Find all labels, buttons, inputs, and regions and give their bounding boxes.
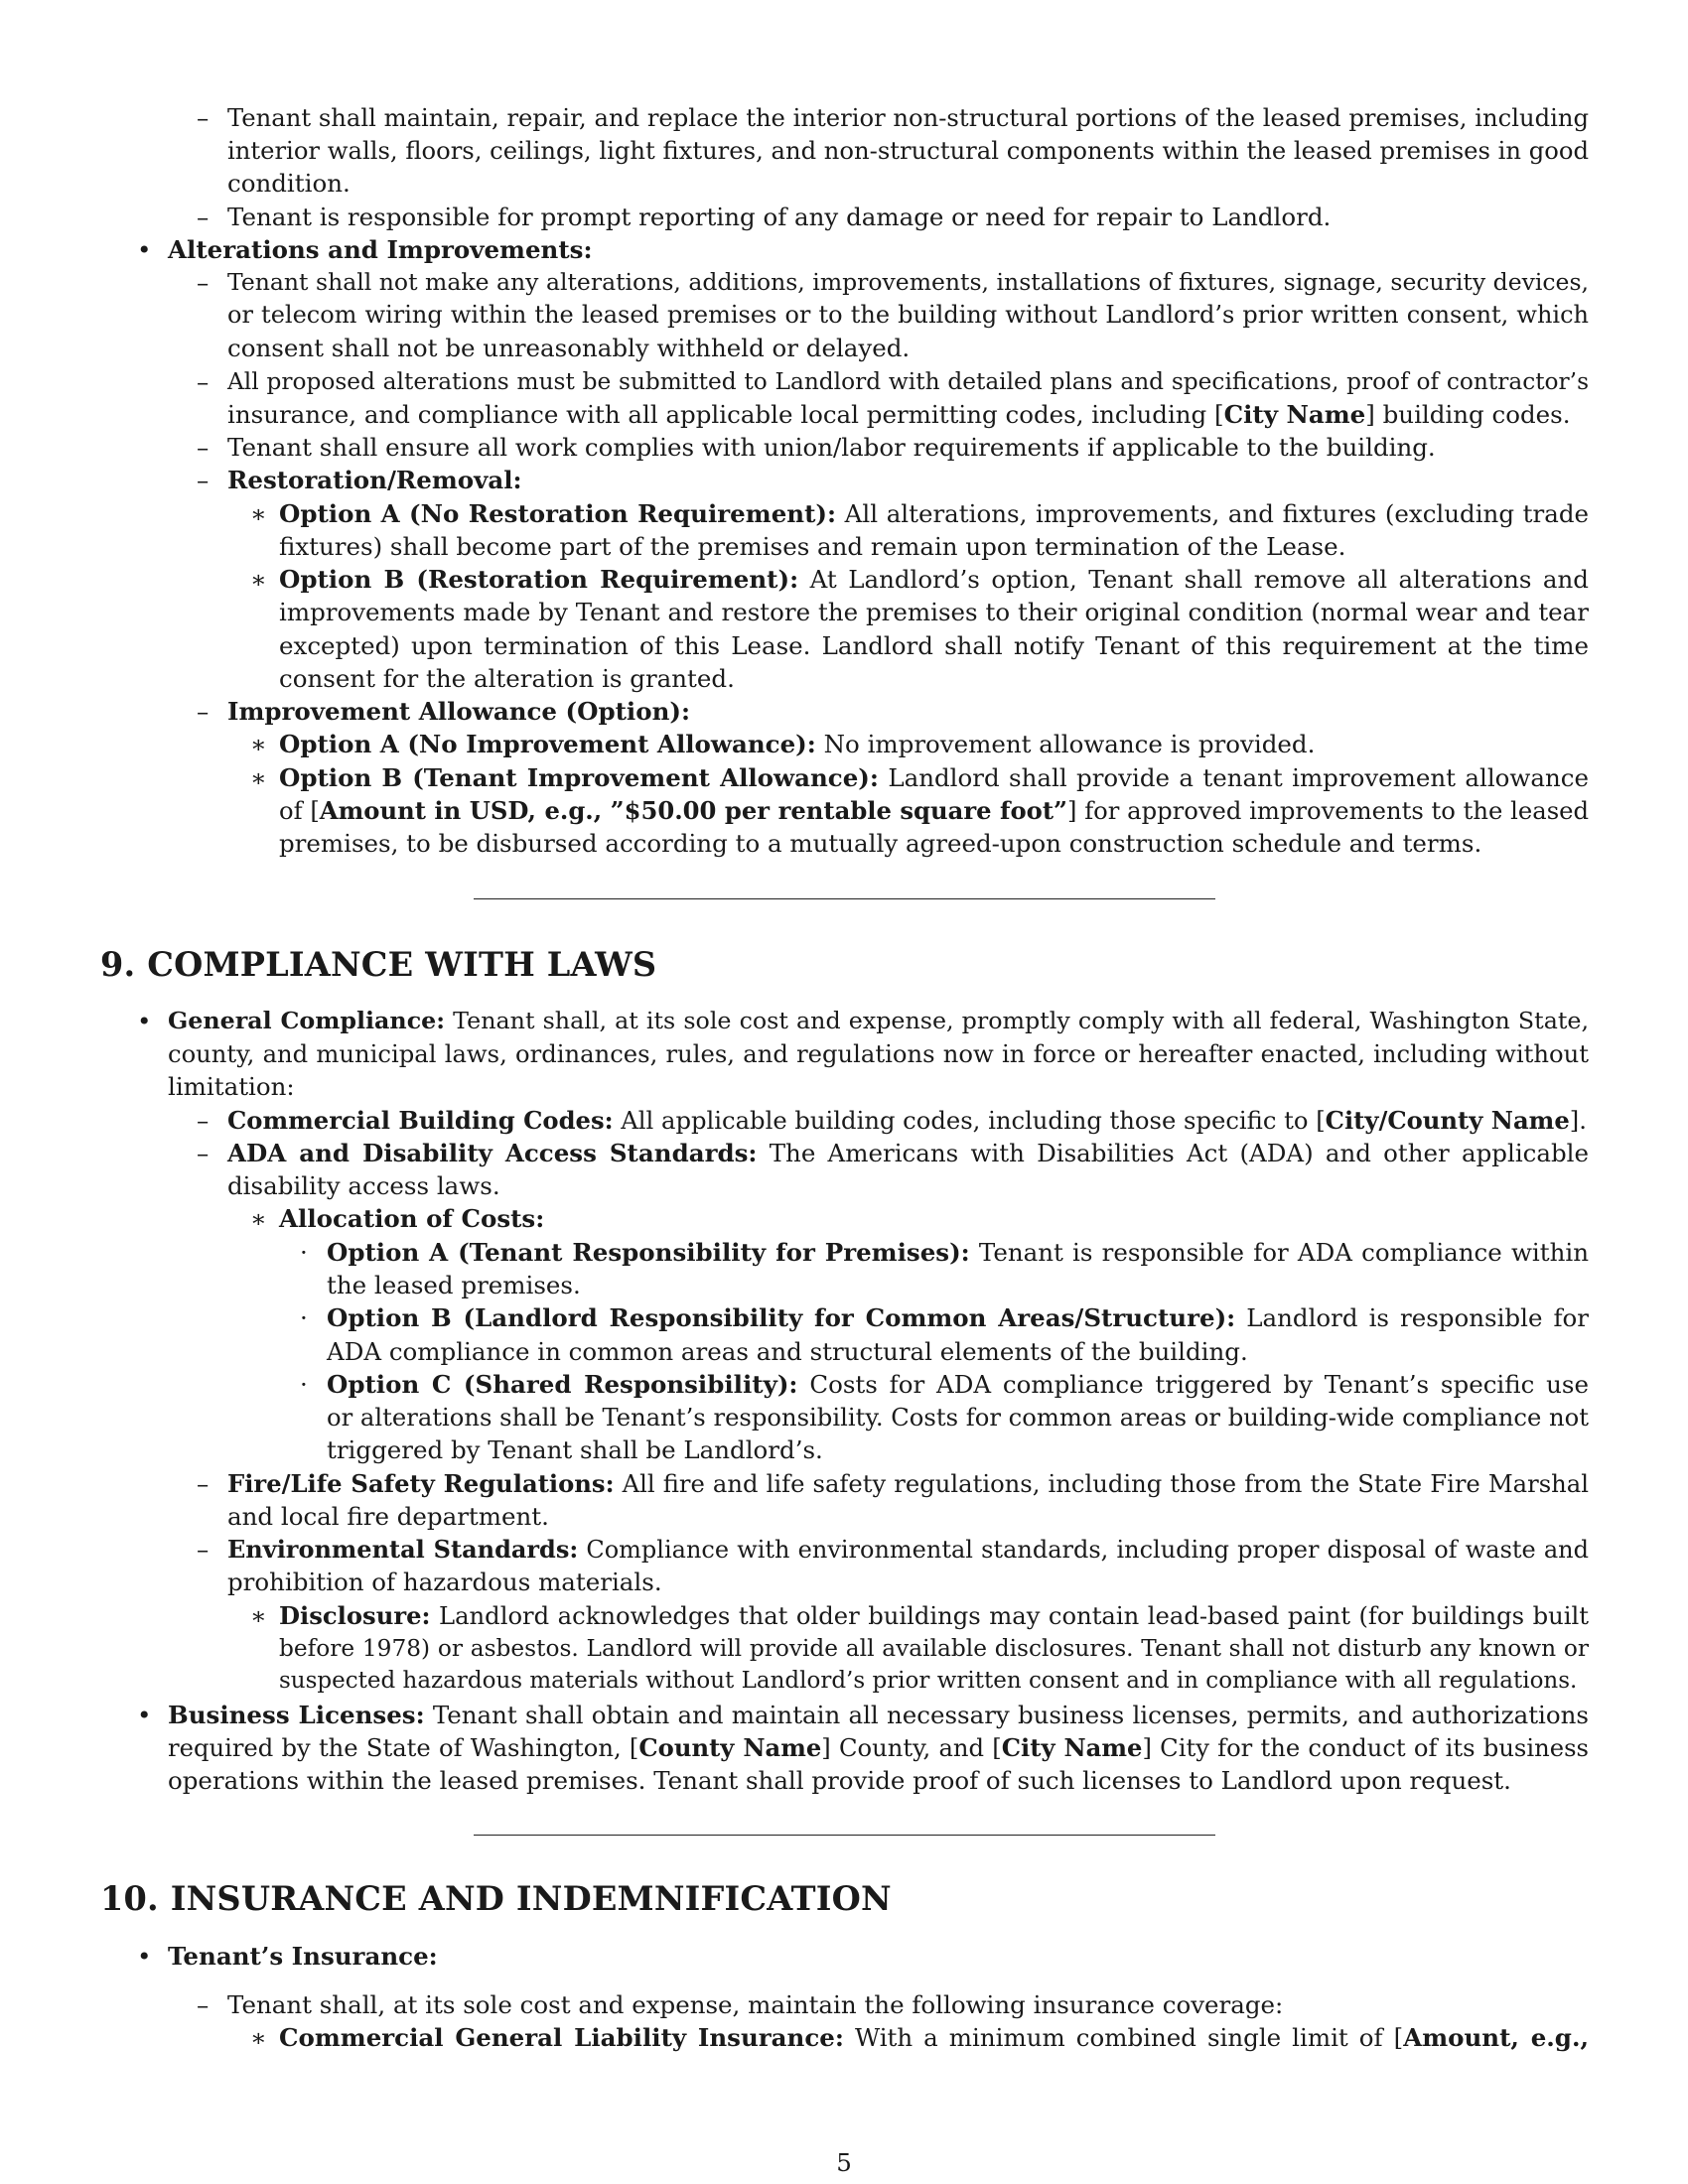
list-marker-dash: – (197, 1469, 210, 1498)
ada-option-a-line: the leased premises. (327, 1271, 581, 1299)
alterations-heading: Alterations and Improvements: (168, 235, 593, 264)
list-marker-star: ∗ (250, 1204, 267, 1233)
ada-option-c-line: or alterations shall be Tenant’s responsibility. Costs for common areas or building-wide compliance not (327, 1403, 1589, 1432)
list-marker-dash: – (197, 433, 210, 462)
alterations-consent-line: consent shall not be unreasonably withheld or delayed. (227, 334, 911, 362)
list-marker-dash: – (197, 103, 210, 132)
page-number: 5 (836, 2148, 852, 2177)
improvement-option-a: Option A (No Improvement Allowance): No improvement allowance is provided. (279, 730, 1316, 758)
improvement-option-b-line: of [Amount in USD, e.g., ”$50.00 per rentable square foot”] for approved improvements to the leased (279, 796, 1590, 825)
list-marker-star: ∗ (250, 730, 267, 758)
maintenance-paragraph-line: Tenant shall maintain, repair, and replace the interior non-structural portions of the leased premises, including (227, 103, 1589, 132)
building-codes-item: Commercial Building Codes: All applicable building codes, including those specific to [City/County Name]. (227, 1106, 1587, 1135)
list-marker-star: ∗ (250, 2023, 267, 2052)
business-licenses-line: operations within the leased premises. Tenant shall provide proof of such licenses to Landlord upon request. (168, 1766, 1511, 1795)
environmental-standards-line: prohibition of hazardous materials. (227, 1568, 662, 1596)
list-marker-star: ∗ (250, 763, 267, 792)
business-licenses-line: Business Licenses: Tenant shall obtain and maintain all necessary business licenses, permits, and authorizations (168, 1701, 1589, 1729)
list-marker-dash: – (197, 1535, 210, 1564)
list-marker-dash: – (197, 466, 210, 494)
list-marker-dash: – (197, 367, 210, 396)
restoration-option-b-line: consent for the alteration is granted. (279, 664, 735, 693)
maintenance-paragraph-line: condition. (227, 169, 351, 198)
alterations-submission-line: insurance, and compliance with all applicable local permitting codes, including [City Name] building codes. (227, 400, 1571, 429)
restoration-option-a-line: fixtures) shall become part of the premises and remain upon termination of the Lease. (279, 532, 1346, 561)
list-marker-dot: · (300, 1303, 308, 1332)
fire-safety-line: and local fire department. (227, 1502, 549, 1531)
ada-standards-line: disability access laws. (227, 1171, 500, 1200)
list-marker-bullet: • (137, 1007, 152, 1035)
ada-option-b-line: ADA compliance in common areas and structural elements of the building. (327, 1337, 1248, 1366)
tenants-insurance-heading: Tenant’s Insurance: (168, 1942, 438, 1971)
environmental-standards-line: Environmental Standards: Compliance with environmental standards, including proper disposal of waste and (227, 1535, 1589, 1564)
restoration-option-b-line: Option B (Restoration Requirement): At Landlord’s option, Tenant shall remove all alterations and (279, 565, 1589, 594)
ada-option-a-line: Option A (Tenant Responsibility for Premises): Tenant is responsible for ADA compliance within (327, 1238, 1589, 1267)
section-10-heading: 10. INSURANCE AND INDEMNIFICATION (100, 1879, 892, 1918)
section-divider (474, 898, 1215, 899)
ada-option-b-line: Option B (Landlord Responsibility for Common Areas/Structure): Landlord is responsible for (327, 1303, 1589, 1332)
list-marker-bullet: • (137, 1942, 152, 1971)
disclosure-line: suspected hazardous materials without Landlord’s prior written consent and in compliance with all regulations. (279, 1668, 1578, 1694)
general-compliance-line: limitation: (168, 1072, 295, 1101)
cgl-insurance-line: Commercial General Liability Insurance: With a minimum combined single limit of [Amount, e.g., (279, 2023, 1590, 2052)
list-marker-dash: – (197, 1106, 210, 1135)
improvement-option-b-line: premises, to be disbursed according to a mutually agreed-upon construction schedule and terms. (279, 829, 1482, 858)
general-compliance-line: General Compliance: Tenant shall, at its sole cost and expense, promptly comply with all federal, Washington State, (168, 1007, 1589, 1034)
list-marker-dash: – (197, 1139, 210, 1167)
list-marker-dot: · (300, 1370, 308, 1399)
alterations-consent-line: Tenant shall not make any alterations, additions, improvements, installations of fixtures, signage, security devices, (227, 268, 1589, 296)
maintenance-paragraph-line: interior walls, floors, ceilings, light fixtures, and non-structural components within the leased premises in good (227, 136, 1589, 165)
list-marker-dash: – (197, 203, 210, 231)
list-marker-star: ∗ (250, 565, 267, 594)
restoration-option-b-line: improvements made by Tenant and restore the premises to their original condition (normal wear and tear (279, 598, 1589, 626)
list-marker-bullet: • (137, 1701, 152, 1729)
union-labor-item: Tenant shall ensure all work complies with union/labor requirements if applicable to the building. (227, 433, 1436, 462)
restoration-heading: Restoration/Removal: (227, 466, 522, 494)
list-marker-star: ∗ (250, 1601, 267, 1630)
ada-option-c-line: Option C (Shared Responsibility): Costs for ADA compliance triggered by Tenant’s specific use (327, 1370, 1590, 1399)
ada-option-c-line: triggered by Tenant shall be Landlord’s. (327, 1435, 823, 1464)
general-compliance-line: county, and municipal laws, ordinances, rules, and regulations now in force or hereafter enacted, including without (168, 1039, 1589, 1068)
business-licenses-line: required by the State of Washington, [County Name] County, and [City Name] City for the conduct of its business (168, 1733, 1589, 1762)
fire-safety-line: Fire/Life Safety Regulations: All fire and life safety regulations, including those from the State Fire Marshal (227, 1469, 1590, 1498)
alterations-consent-line: or telecom wiring within the leased premises or to the building without Landlord’s prior written consent, which (227, 301, 1589, 329)
list-marker-dot: · (300, 1238, 308, 1267)
section-divider (474, 1835, 1215, 1836)
list-marker-star: ∗ (250, 499, 267, 528)
improvement-allowance-heading: Improvement Allowance (Option): (227, 697, 691, 726)
insurance-coverage-item: Tenant shall, at its sole cost and expense, maintain the following insurance coverage: (227, 1990, 1284, 2019)
improvement-option-b-line: Option B (Tenant Improvement Allowance): Landlord shall provide a tenant improvement allowance (279, 763, 1589, 792)
repair-reporting-item: Tenant is responsible for prompt reporting of any damage or need for repair to Landlord. (227, 203, 1332, 231)
list-marker-dash: – (197, 697, 210, 726)
section-9-heading: 9. COMPLIANCE WITH LAWS (100, 945, 657, 984)
disclosure-line: before 1978) or asbestos. Landlord will provide all available disclosures. Tenant shall not disturb any known or (279, 1635, 1589, 1662)
list-marker-bullet: • (137, 235, 152, 264)
allocation-of-costs-heading: Allocation of Costs: (279, 1204, 545, 1233)
disclosure-line: Disclosure: Landlord acknowledges that older buildings may contain lead-based paint (for buildings built (279, 1601, 1589, 1630)
list-marker-dash: – (197, 1990, 210, 2019)
ada-standards-line: ADA and Disability Access Standards: The Americans with Disabilities Act (ADA) and other applicable (227, 1139, 1589, 1167)
restoration-option-a-line: Option A (No Restoration Requirement): All alterations, improvements, and fixtures (excluding trade (279, 499, 1590, 528)
restoration-option-b-line: excepted) upon termination of this Lease. Landlord shall notify Tenant of this requirement at the time (279, 631, 1589, 660)
list-marker-dash: – (197, 268, 210, 297)
alterations-submission-line: All proposed alterations must be submitted to Landlord with detailed plans and specifications, proof of contractor’s (227, 368, 1589, 395)
